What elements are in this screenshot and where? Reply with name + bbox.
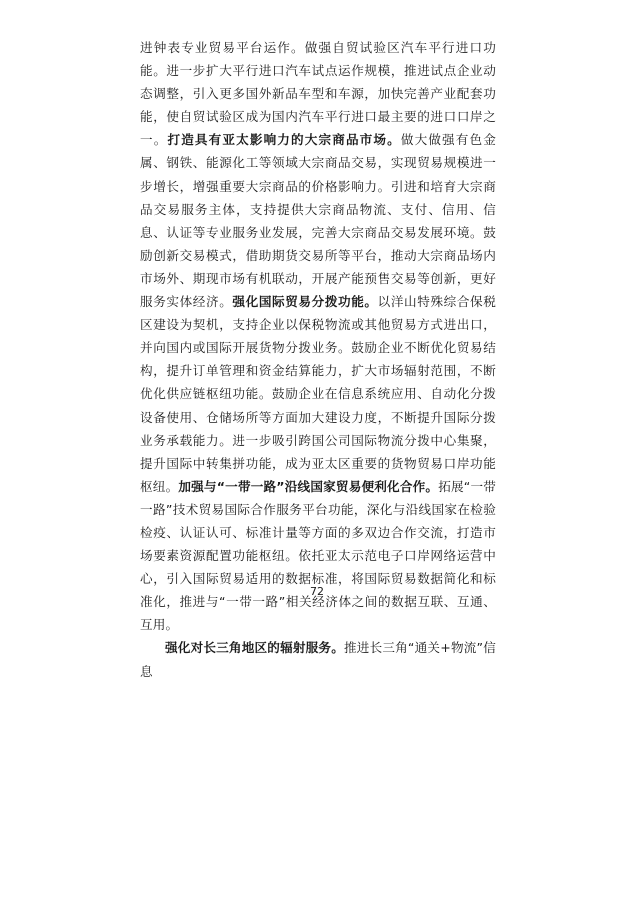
bold-heading-text: 加强与“一带一路”沿线国家贸易便利化合作。 (178, 478, 439, 494)
body-text-segment: 进钟表专业贸易平台运作。做强自贸试验区汽车平行进口功能。进一步扩大平行进口汽车试点运作规模，推进试点企业动态调整，引入更多国外新品车型和车源，加快完善产业配套功能，使自贸试验区成为国内汽车平行进口最主要的进口口岸之一。 (140, 40, 496, 148)
bold-heading-text: 强化国际贸易分拨功能。 (232, 294, 378, 310)
bold-heading-text: 强化对长三角地区的辐射服务。 (165, 640, 344, 656)
body-text-segment: 拓展“一带一路”技术贸易国际合作服务平台功能，深化与沿线国家在检验检疫、认证认可、标准计量等方面的多双边合作交流，打造市场要素资源配置功能枢纽。依托亚太示范电子口岸网络运营中心，引入国际贸易适用的数据标准，将国际贸易数据简化和标准化，推进与“一带一路”相关经济体之间的数据互联、互通、互用。 (140, 478, 496, 633)
paragraph (140, 636, 496, 682)
body-text-segment: 以洋山特殊综合保税区建设为契机，支持企业以保税物流或其他贸易方式进出口，并向国内或国际开展货物分拨业务。鼓励企业不断优化贸易结构，提升订单管理和资金结算能力，扩大市场辐射范围，不断优化供应链枢纽功能。鼓励企业在信息系统应用、自动化分拨设备使用、仓储场所等方面加大建设力度，不断提升国际分拨业务承载能力。进一步吸引跨国公司国际物流分拨中心集聚，提升国际中转集拼功能，成为亚太区重要的货物贸易口岸功能枢纽。 (140, 294, 496, 494)
paragraph (140, 36, 496, 636)
bold-heading-text: 打造具有亚太影响力的大宗商品市场。 (167, 132, 401, 148)
body-text-segment: 推进长三角“通关+物流”信息 (140, 640, 496, 679)
page-number: 72 (310, 585, 324, 598)
body-text-segment: 做大做强有色金属、钢铁、能源化工等领域大宗商品交易，实现贸易规模进一步增长，增强重要大宗商品的价格影响力。引进和培育大宗商品交易服务主体，支持提供大宗商品物流、支付、信用、信息、认证等专业服务业发展，完善大宗商品交易发展环境。鼓励创新交易模式，借助期货交易所等平台，推动大宗商品场内市场外、期现市场有机联动，开展产能预售交易等创新，更好服务实体经济。 (140, 132, 496, 310)
